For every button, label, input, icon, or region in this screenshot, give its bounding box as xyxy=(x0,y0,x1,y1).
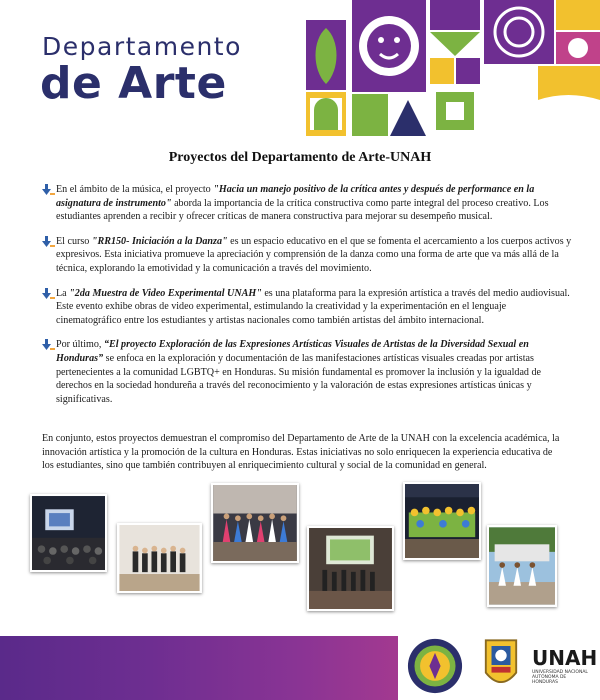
photo-outdoor-dance xyxy=(487,525,557,607)
project-list xyxy=(42,183,572,417)
project-description: En el ámbito de la música, el proyecto "Hacia un manejo positivo de la crítica antes y después de performance en la asignatura de instrumento" aborda la importancia de la crítica constructiva como parte integral del proceso creativo. Los estudiantes aprenden a recibir y ofrecer críticas de manera constructiva para mejorar su desempeño musical. xyxy=(56,184,549,223)
project-item-visual-arts xyxy=(42,338,572,406)
conclusion-paragraph: En conjunto, estos proyectos demuestran el compromiso del Departamento de Arte de la UNAH con la excelencia académica, la innovación artística y la promoción de la cultura en Honduras. Estas iniciativas no solo enriquecen la experiencia educativa de los estudiantes, sino que también contribuyen al enriquecimiento cultural y social de la comunidad en general. xyxy=(42,433,560,472)
document-title: Proyectos del Departamento de Arte-UNAH xyxy=(168,150,432,165)
arrow-down-bullet-icon xyxy=(42,184,56,196)
project-description: Por último, “El proyecto Exploración de las Expresiones Artísticas Visuales de Artistas de la Diversidad Sexual en Honduras” se enfoca en la exploración y documentación de las manifestaciones artísticas visuales creadas por artistas pertenecientes a la comunidad LGBTQ+ en Honduras. Su misión fundamental es promover la inclusión y la igualdad de derechos en la sociedad hondureña a través del reconocimiento y la valoración de estas expresiones artísticas únicas y significativas. xyxy=(56,339,542,405)
unah-logo-subtitle: UNIVERSIDAD NACIONAL AUTÓNOMA DE HONDURAS xyxy=(532,670,588,685)
project-item-video xyxy=(42,287,572,328)
photo-dance-performance xyxy=(211,483,299,563)
photo-group-gallery xyxy=(117,523,202,593)
faculty-seal-icon xyxy=(407,638,463,694)
arrow-down-bullet-icon xyxy=(42,236,56,248)
header xyxy=(0,0,600,140)
unah-logo-text: UNAH xyxy=(532,646,598,670)
arrow-down-bullet-icon xyxy=(42,339,56,351)
brand-title-line1: Departamento xyxy=(42,32,242,61)
unah-shield-icon xyxy=(482,636,520,694)
arrow-down-bullet-icon xyxy=(42,288,56,300)
brand-title-line2: de Arte xyxy=(40,58,227,109)
photo-concert xyxy=(30,494,107,572)
project-description: El curso "RR150- Iniciación a la Danza" es un espacio educativo en el que se fomenta el acercamiento a los cuerpos activos y expresivos. Esta iniciativa promueve la apreciación y comprensión de la danza como una forma de arte que va más allá de la técnica, explorando la emotividad y la comunicación a través del movimiento. xyxy=(56,235,572,274)
project-item-music xyxy=(42,183,572,224)
photo-presentation xyxy=(307,526,394,611)
project-description: La "2da Muestra de Video Experimental UNAH" es una plataforma para la expresión artística a través del medio audiovisual. Este evento exhibe obras de video experimental, estimulando la creatividad y la experimentación en el lenguaje cinematográfico entre los estudiantes y artistas nacionales como también artistas del ámbito internacional. xyxy=(56,287,570,326)
art-collage-graphic xyxy=(306,0,600,140)
photo-large-group xyxy=(403,482,481,560)
project-item-dance xyxy=(42,235,572,276)
